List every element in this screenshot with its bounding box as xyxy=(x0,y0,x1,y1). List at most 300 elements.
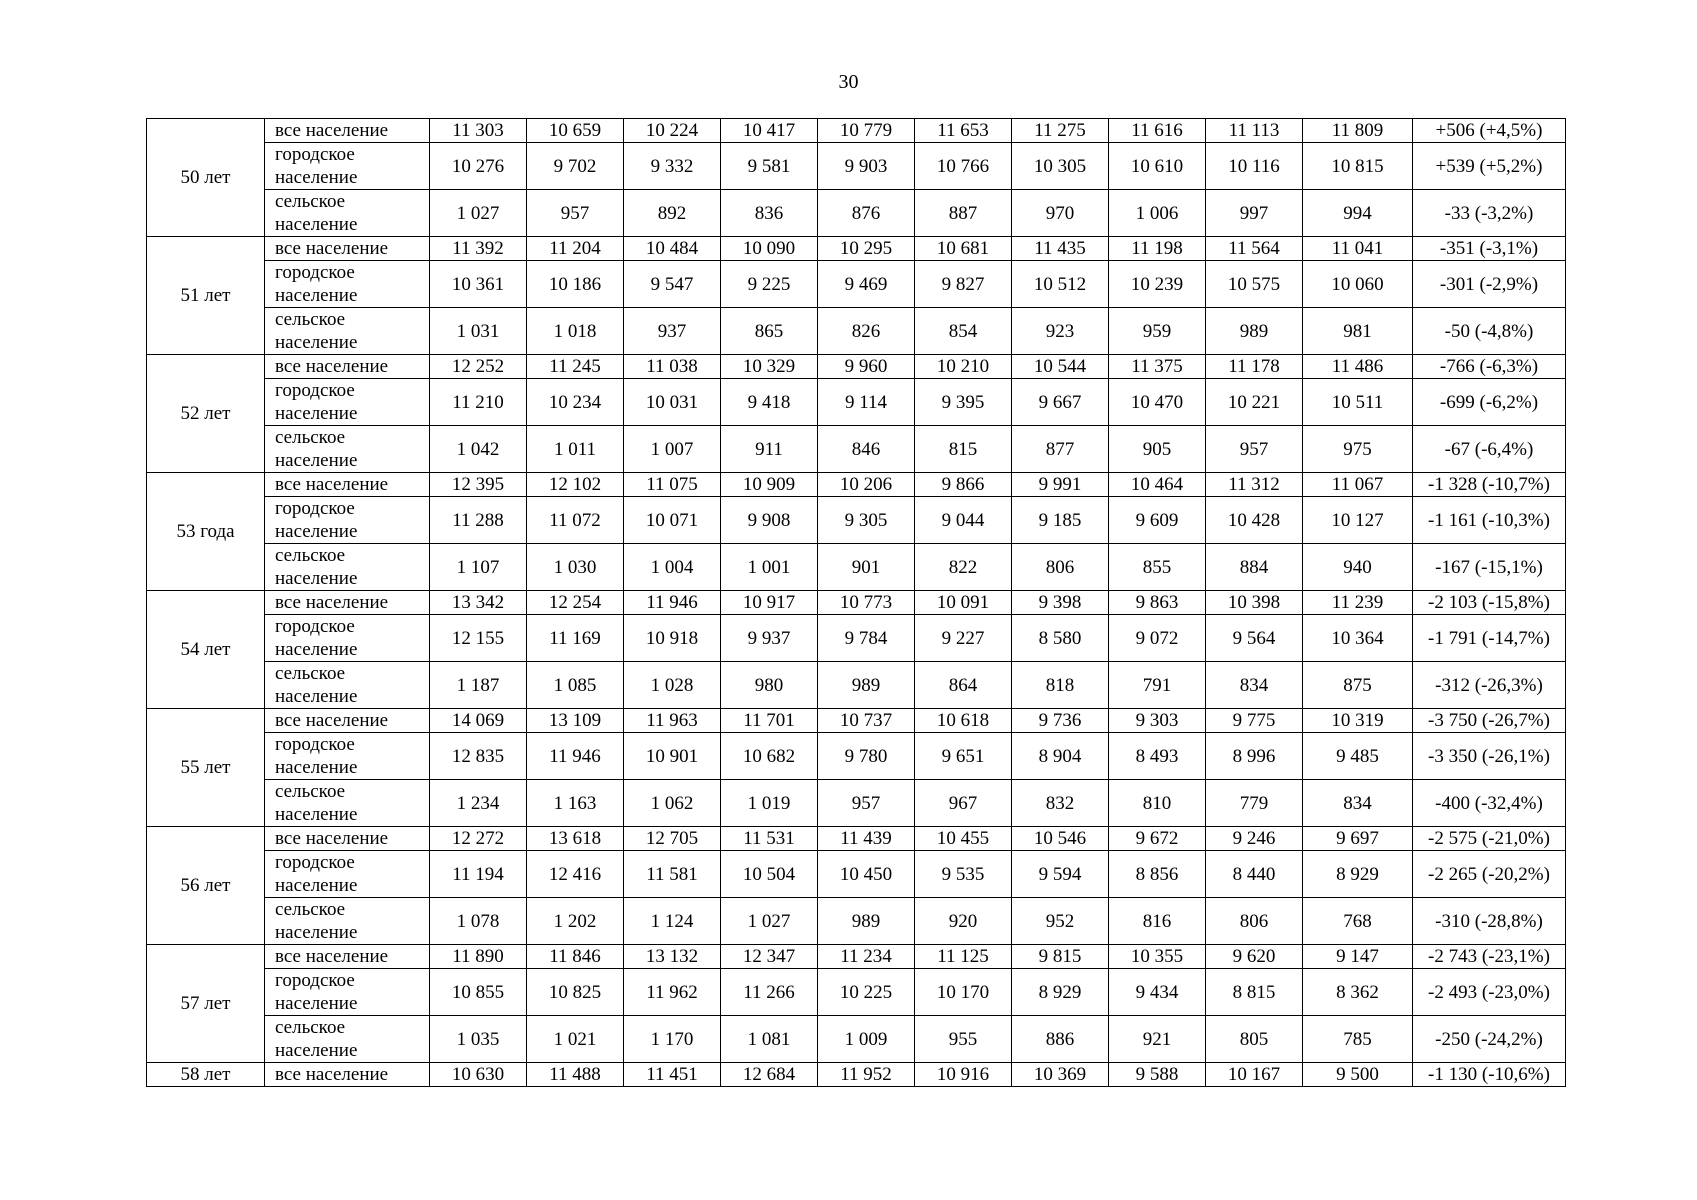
category-label: население xyxy=(275,757,358,778)
value-cell: 1 027 xyxy=(721,898,818,945)
value-cell: 9 246 xyxy=(1206,827,1303,851)
category-label: население xyxy=(275,450,358,471)
value-cell: 12 347 xyxy=(721,945,818,969)
category-label: городское xyxy=(275,852,355,873)
value-cell: 9 672 xyxy=(1109,827,1206,851)
value-cell: 887 xyxy=(915,190,1012,237)
value-cell: 12 254 xyxy=(527,591,624,615)
value-cell: 10 681 xyxy=(915,237,1012,261)
category-label: население xyxy=(275,285,358,306)
category-label: все население xyxy=(275,1064,389,1085)
category-label: население xyxy=(275,922,358,943)
value-cell: 9 547 xyxy=(624,261,721,308)
value-cell: 11 169 xyxy=(527,615,624,662)
value-cell: 9 775 xyxy=(1206,709,1303,733)
value-cell: 810 xyxy=(1109,780,1206,827)
value-cell: 10 916 xyxy=(915,1063,1012,1087)
value-cell: 1 001 xyxy=(721,544,818,591)
value-cell: 11 234 xyxy=(818,945,915,969)
value-cell: 8 815 xyxy=(1206,969,1303,1016)
category-label: все население xyxy=(275,238,389,259)
value-cell: 967 xyxy=(915,780,1012,827)
value-cell: 886 xyxy=(1012,1016,1109,1063)
value-cell: 10 355 xyxy=(1109,945,1206,969)
value-cell: 10 224 xyxy=(624,119,721,143)
value-cell: 12 835 xyxy=(430,733,527,780)
value-cell: 832 xyxy=(1012,780,1109,827)
table-row xyxy=(147,969,1566,1016)
value-cell: 10 319 xyxy=(1303,709,1413,733)
value-cell: 957 xyxy=(1206,426,1303,473)
category-cell xyxy=(265,143,430,190)
category-cell xyxy=(265,851,430,898)
value-cell: 955 xyxy=(915,1016,1012,1063)
value-cell: 12 684 xyxy=(721,1063,818,1087)
value-cell: 10 398 xyxy=(1206,591,1303,615)
value-cell: 1 027 xyxy=(430,190,527,237)
value-cell: 975 xyxy=(1303,426,1413,473)
age-group-cell: 51 лет xyxy=(147,237,265,355)
value-cell: 11 952 xyxy=(818,1063,915,1087)
category-cell xyxy=(265,308,430,355)
category-label: население xyxy=(275,332,358,353)
value-cell: 864 xyxy=(915,662,1012,709)
age-group-cell: 58 лет xyxy=(147,1063,265,1087)
value-cell: 989 xyxy=(818,662,915,709)
category-label: население xyxy=(275,993,358,1014)
category-cell xyxy=(265,969,430,1016)
table-row xyxy=(147,308,1566,355)
value-cell: 9 395 xyxy=(915,379,1012,426)
value-cell: 1 234 xyxy=(430,780,527,827)
value-cell: 779 xyxy=(1206,780,1303,827)
value-cell: 1 006 xyxy=(1109,190,1206,237)
value-cell: 11 067 xyxy=(1303,473,1413,497)
value-cell: 11 125 xyxy=(915,945,1012,969)
value-cell: 13 132 xyxy=(624,945,721,969)
value-cell: 10 170 xyxy=(915,969,1012,1016)
value-cell: 11 075 xyxy=(624,473,721,497)
change-cell: -301 (-2,9%) xyxy=(1413,261,1566,308)
category-cell xyxy=(265,379,430,426)
table-row xyxy=(147,355,1566,379)
value-cell: 9 908 xyxy=(721,497,818,544)
value-cell: 10 206 xyxy=(818,473,915,497)
value-cell: 10 071 xyxy=(624,497,721,544)
change-cell: +539 (+5,2%) xyxy=(1413,143,1566,190)
value-cell: 1 009 xyxy=(818,1016,915,1063)
value-cell: 10 464 xyxy=(1109,473,1206,497)
value-cell: 10 361 xyxy=(430,261,527,308)
table-row xyxy=(147,497,1566,544)
value-cell: 9 609 xyxy=(1109,497,1206,544)
value-cell: 10 630 xyxy=(430,1063,527,1087)
value-cell: 11 564 xyxy=(1206,237,1303,261)
value-cell: 10 210 xyxy=(915,355,1012,379)
age-group-cell: 55 лет xyxy=(147,709,265,827)
value-cell: 989 xyxy=(1206,308,1303,355)
value-cell: 9 594 xyxy=(1012,851,1109,898)
value-cell: 10 917 xyxy=(721,591,818,615)
change-cell: -1 130 (-10,6%) xyxy=(1413,1063,1566,1087)
change-cell: -2 493 (-23,0%) xyxy=(1413,969,1566,1016)
table-row xyxy=(147,780,1566,827)
value-cell: 9 815 xyxy=(1012,945,1109,969)
category-label: городское xyxy=(275,616,355,637)
category-label: население xyxy=(275,804,358,825)
value-cell: 10 369 xyxy=(1012,1063,1109,1087)
category-label: население xyxy=(275,167,358,188)
value-cell: 9 398 xyxy=(1012,591,1109,615)
category-label: население xyxy=(275,568,358,589)
value-cell: 8 440 xyxy=(1206,851,1303,898)
population-table xyxy=(146,118,1566,1087)
change-cell: -699 (-6,2%) xyxy=(1413,379,1566,426)
value-cell: 10 682 xyxy=(721,733,818,780)
value-cell: 10 450 xyxy=(818,851,915,898)
table-body xyxy=(147,119,1566,1087)
category-cell xyxy=(265,355,430,379)
value-cell: 1 078 xyxy=(430,898,527,945)
age-group-cell: 57 лет xyxy=(147,945,265,1063)
value-cell: 1 081 xyxy=(721,1016,818,1063)
value-cell: 11 890 xyxy=(430,945,527,969)
page-number: 30 xyxy=(838,71,859,93)
value-cell: 10 779 xyxy=(818,119,915,143)
category-label: все население xyxy=(275,120,389,141)
value-cell: 9 434 xyxy=(1109,969,1206,1016)
value-cell: 8 929 xyxy=(1303,851,1413,898)
value-cell: 10 295 xyxy=(818,237,915,261)
value-cell: 10 610 xyxy=(1109,143,1206,190)
value-cell: 952 xyxy=(1012,898,1109,945)
value-cell: 11 653 xyxy=(915,119,1012,143)
value-cell: 905 xyxy=(1109,426,1206,473)
value-cell: 10 511 xyxy=(1303,379,1413,426)
category-label: сельское xyxy=(275,899,346,920)
value-cell: 10 221 xyxy=(1206,379,1303,426)
value-cell: 10 305 xyxy=(1012,143,1109,190)
value-cell: 11 846 xyxy=(527,945,624,969)
table-row xyxy=(147,473,1566,497)
category-cell xyxy=(265,473,430,497)
value-cell: 11 178 xyxy=(1206,355,1303,379)
value-cell: 9 225 xyxy=(721,261,818,308)
value-cell: 10 234 xyxy=(527,379,624,426)
value-cell: 994 xyxy=(1303,190,1413,237)
value-cell: 806 xyxy=(1206,898,1303,945)
value-cell: 806 xyxy=(1012,544,1109,591)
category-label: городское xyxy=(275,262,355,283)
value-cell: 892 xyxy=(624,190,721,237)
table-row xyxy=(147,1016,1566,1063)
category-label: все население xyxy=(275,474,389,495)
age-group-cell: 54 лет xyxy=(147,591,265,709)
age-group-cell: 52 лет xyxy=(147,355,265,473)
table-row xyxy=(147,733,1566,780)
value-cell: 10 618 xyxy=(915,709,1012,733)
value-cell: 815 xyxy=(915,426,1012,473)
value-cell: 9 960 xyxy=(818,355,915,379)
value-cell: 10 090 xyxy=(721,237,818,261)
value-cell: 11 531 xyxy=(721,827,818,851)
value-cell: 1 028 xyxy=(624,662,721,709)
value-cell: 877 xyxy=(1012,426,1109,473)
change-cell: -167 (-15,1%) xyxy=(1413,544,1566,591)
value-cell: 9 072 xyxy=(1109,615,1206,662)
change-cell: -50 (-4,8%) xyxy=(1413,308,1566,355)
value-cell: 8 580 xyxy=(1012,615,1109,662)
value-cell: 9 620 xyxy=(1206,945,1303,969)
value-cell: 11 701 xyxy=(721,709,818,733)
change-cell: -2 575 (-21,0%) xyxy=(1413,827,1566,851)
value-cell: 11 581 xyxy=(624,851,721,898)
category-label: сельское xyxy=(275,781,346,802)
category-label: все население xyxy=(275,356,389,377)
value-cell: 10 504 xyxy=(721,851,818,898)
value-cell: 836 xyxy=(721,190,818,237)
table-row xyxy=(147,426,1566,473)
category-cell xyxy=(265,119,430,143)
value-cell: 10 239 xyxy=(1109,261,1206,308)
category-label: население xyxy=(275,403,358,424)
category-cell xyxy=(265,898,430,945)
value-cell: 9 147 xyxy=(1303,945,1413,969)
value-cell: 9 114 xyxy=(818,379,915,426)
change-cell: -351 (-3,1%) xyxy=(1413,237,1566,261)
value-cell: 11 038 xyxy=(624,355,721,379)
change-cell: -1 791 (-14,7%) xyxy=(1413,615,1566,662)
value-cell: 980 xyxy=(721,662,818,709)
age-group-cell: 56 лет xyxy=(147,827,265,945)
value-cell: 9 780 xyxy=(818,733,915,780)
value-cell: 9 827 xyxy=(915,261,1012,308)
table-row xyxy=(147,709,1566,733)
value-cell: 10 512 xyxy=(1012,261,1109,308)
value-cell: 11 239 xyxy=(1303,591,1413,615)
value-cell: 1 030 xyxy=(527,544,624,591)
category-cell xyxy=(265,733,430,780)
table-row xyxy=(147,261,1566,308)
category-cell xyxy=(265,544,430,591)
change-cell: -67 (-6,4%) xyxy=(1413,426,1566,473)
value-cell: 876 xyxy=(818,190,915,237)
value-cell: 10 918 xyxy=(624,615,721,662)
value-cell: 8 493 xyxy=(1109,733,1206,780)
value-cell: 940 xyxy=(1303,544,1413,591)
value-cell: 8 856 xyxy=(1109,851,1206,898)
value-cell: 8 362 xyxy=(1303,969,1413,1016)
table-row xyxy=(147,544,1566,591)
value-cell: 9 305 xyxy=(818,497,915,544)
category-label: городское xyxy=(275,734,355,755)
value-cell: 10 544 xyxy=(1012,355,1109,379)
value-cell: 10 470 xyxy=(1109,379,1206,426)
value-cell: 10 546 xyxy=(1012,827,1109,851)
value-cell: 834 xyxy=(1303,780,1413,827)
category-label: городское xyxy=(275,144,355,165)
category-cell xyxy=(265,827,430,851)
value-cell: 10 575 xyxy=(1206,261,1303,308)
value-cell: 981 xyxy=(1303,308,1413,355)
value-cell: 10 127 xyxy=(1303,497,1413,544)
value-cell: 921 xyxy=(1109,1016,1206,1063)
value-cell: 854 xyxy=(915,308,1012,355)
value-cell: 997 xyxy=(1206,190,1303,237)
value-cell: 9 863 xyxy=(1109,591,1206,615)
value-cell: 9 581 xyxy=(721,143,818,190)
change-cell: -2 103 (-15,8%) xyxy=(1413,591,1566,615)
value-cell: 9 866 xyxy=(915,473,1012,497)
value-cell: 1 062 xyxy=(624,780,721,827)
table-row xyxy=(147,591,1566,615)
value-cell: 1 011 xyxy=(527,426,624,473)
value-cell: 1 107 xyxy=(430,544,527,591)
value-cell: 11 198 xyxy=(1109,237,1206,261)
value-cell: 1 019 xyxy=(721,780,818,827)
table-row xyxy=(147,945,1566,969)
category-label: городское xyxy=(275,498,355,519)
category-cell xyxy=(265,615,430,662)
value-cell: 11 946 xyxy=(624,591,721,615)
value-cell: 10 901 xyxy=(624,733,721,780)
value-cell: 9 418 xyxy=(721,379,818,426)
change-cell: +506 (+4,5%) xyxy=(1413,119,1566,143)
table-row xyxy=(147,379,1566,426)
value-cell: 1 031 xyxy=(430,308,527,355)
table-row xyxy=(147,119,1566,143)
value-cell: 10 659 xyxy=(527,119,624,143)
value-cell: 10 329 xyxy=(721,355,818,379)
value-cell: 9 736 xyxy=(1012,709,1109,733)
category-label: население xyxy=(275,639,358,660)
value-cell: 923 xyxy=(1012,308,1109,355)
table-row xyxy=(147,662,1566,709)
change-cell: -33 (-3,2%) xyxy=(1413,190,1566,237)
value-cell: 816 xyxy=(1109,898,1206,945)
change-cell: -250 (-24,2%) xyxy=(1413,1016,1566,1063)
value-cell: 9 651 xyxy=(915,733,1012,780)
change-cell: -1 161 (-10,3%) xyxy=(1413,497,1566,544)
category-cell xyxy=(265,1063,430,1087)
value-cell: 9 588 xyxy=(1109,1063,1206,1087)
value-cell: 11 451 xyxy=(624,1063,721,1087)
change-cell: -310 (-28,8%) xyxy=(1413,898,1566,945)
value-cell: 11 041 xyxy=(1303,237,1413,261)
age-group-cell: 53 года xyxy=(147,473,265,591)
value-cell: 11 616 xyxy=(1109,119,1206,143)
category-cell xyxy=(265,780,430,827)
value-cell: 9 535 xyxy=(915,851,1012,898)
value-cell: 805 xyxy=(1206,1016,1303,1063)
table-row xyxy=(147,190,1566,237)
value-cell: 9 303 xyxy=(1109,709,1206,733)
value-cell: 1 007 xyxy=(624,426,721,473)
value-cell: 12 395 xyxy=(430,473,527,497)
value-cell: 12 416 xyxy=(527,851,624,898)
value-cell: 10 737 xyxy=(818,709,915,733)
category-label: все население xyxy=(275,710,389,731)
value-cell: 9 332 xyxy=(624,143,721,190)
value-cell: 10 116 xyxy=(1206,143,1303,190)
value-cell: 901 xyxy=(818,544,915,591)
value-cell: 11 435 xyxy=(1012,237,1109,261)
change-cell: -2 743 (-23,1%) xyxy=(1413,945,1566,969)
category-label: население xyxy=(275,875,358,896)
value-cell: 10 484 xyxy=(624,237,721,261)
value-cell: 9 185 xyxy=(1012,497,1109,544)
value-cell: 10 766 xyxy=(915,143,1012,190)
value-cell: 1 035 xyxy=(430,1016,527,1063)
value-cell: 818 xyxy=(1012,662,1109,709)
value-cell: 11 245 xyxy=(527,355,624,379)
value-cell: 13 109 xyxy=(527,709,624,733)
value-cell: 911 xyxy=(721,426,818,473)
change-cell: -312 (-26,3%) xyxy=(1413,662,1566,709)
category-cell xyxy=(265,237,430,261)
table-row xyxy=(147,143,1566,190)
value-cell: 11 392 xyxy=(430,237,527,261)
category-label: население xyxy=(275,686,358,707)
category-cell xyxy=(265,591,430,615)
value-cell: 865 xyxy=(721,308,818,355)
value-cell: 12 155 xyxy=(430,615,527,662)
value-cell: 989 xyxy=(818,898,915,945)
value-cell: 10 855 xyxy=(430,969,527,1016)
table-row xyxy=(147,898,1566,945)
value-cell: 9 667 xyxy=(1012,379,1109,426)
category-label: население xyxy=(275,214,358,235)
category-label: сельское xyxy=(275,663,346,684)
value-cell: 13 618 xyxy=(527,827,624,851)
value-cell: 9 991 xyxy=(1012,473,1109,497)
table-row xyxy=(147,615,1566,662)
category-cell xyxy=(265,1016,430,1063)
category-cell xyxy=(265,709,430,733)
value-cell: 11 275 xyxy=(1012,119,1109,143)
value-cell: 1 021 xyxy=(527,1016,624,1063)
value-cell: 826 xyxy=(818,308,915,355)
value-cell: 9 784 xyxy=(818,615,915,662)
value-cell: 11 204 xyxy=(527,237,624,261)
value-cell: 8 996 xyxy=(1206,733,1303,780)
value-cell: 10 031 xyxy=(624,379,721,426)
value-cell: 1 018 xyxy=(527,308,624,355)
table-row xyxy=(147,827,1566,851)
value-cell: 10 186 xyxy=(527,261,624,308)
value-cell: 855 xyxy=(1109,544,1206,591)
value-cell: 9 044 xyxy=(915,497,1012,544)
value-cell: 10 825 xyxy=(527,969,624,1016)
category-label: сельское xyxy=(275,427,346,448)
value-cell: 11 946 xyxy=(527,733,624,780)
value-cell: 1 124 xyxy=(624,898,721,945)
value-cell: 10 455 xyxy=(915,827,1012,851)
value-cell: 11 288 xyxy=(430,497,527,544)
value-cell: 10 060 xyxy=(1303,261,1413,308)
category-label: городское xyxy=(275,970,355,991)
category-label: сельское xyxy=(275,191,346,212)
value-cell: 768 xyxy=(1303,898,1413,945)
age-group-cell: 50 лет xyxy=(147,119,265,237)
value-cell: 970 xyxy=(1012,190,1109,237)
value-cell: 9 702 xyxy=(527,143,624,190)
change-cell: -2 265 (-20,2%) xyxy=(1413,851,1566,898)
category-cell xyxy=(265,261,430,308)
value-cell: 13 342 xyxy=(430,591,527,615)
value-cell: 12 102 xyxy=(527,473,624,497)
table-row xyxy=(147,1063,1566,1087)
